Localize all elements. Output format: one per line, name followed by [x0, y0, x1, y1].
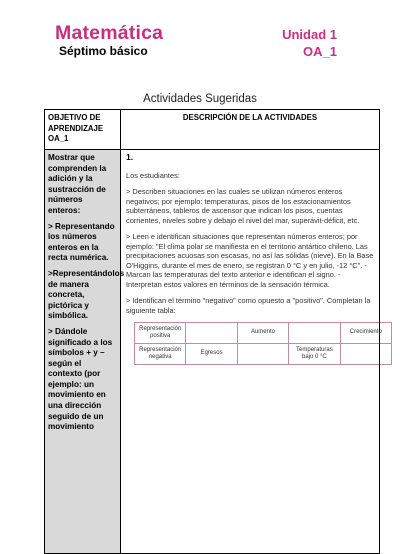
table-row	[135, 323, 392, 344]
table-row	[45, 150, 380, 554]
grade-subtitle: Séptimo básico	[59, 44, 148, 58]
table-cell: Egresos	[186, 344, 237, 365]
table-row	[135, 344, 392, 365]
activity-paragraph: > Describen situaciones en las cuales se utilizan números enteros negativos; por ejemplo: temperaturas, pisos de los estacionamientos subterráneos, tableros de ascensor que indican los pisos, cuentas corrientes, niveles sobre y debajo el nivel del mar, superávit-déficit, etc.	[126, 187, 360, 225]
unit-label: Unidad 1	[282, 27, 337, 42]
objective-intro: Mostrar que comprenden la adición y la sustracción de números enteros:	[48, 153, 107, 215]
table-cell: Representación positiva	[135, 323, 186, 344]
objective-point: > Dándole significado a los símbolos + y – según el contexto (por ejemplo: un movimiento en una dirección seguido de un movimiento	[48, 326, 113, 432]
activity-paragraph: > Identifican el término "negativo" como opuesto a "positivo". Completan la siguiente tabla:	[126, 296, 371, 315]
subject-title: Matemática	[55, 22, 164, 44]
objective-point: >Representándolos de manera concreta, pictórica y simbólica.	[48, 268, 125, 321]
section-heading: Actividades Sugeridas	[143, 93, 257, 105]
table-cell	[289, 323, 340, 344]
activities-table	[44, 109, 380, 554]
objective-header: OBJETIVO DE APRENDIZAJE OA_1	[45, 110, 121, 150]
activity-paragraph: Los estudiantes:	[126, 170, 180, 180]
table-cell: Crecimiento	[340, 323, 391, 344]
table-cell: Temperaturas bajo 0 °C	[289, 344, 340, 365]
table-cell: Representación negativa	[135, 344, 186, 365]
oa-label: OA_1	[303, 44, 337, 59]
table-cell: Aumento	[237, 323, 288, 344]
table-header-row	[45, 110, 380, 150]
objective-point: > Representando los números enteros en la recta numérica.	[48, 221, 115, 263]
description-cell	[121, 150, 380, 554]
table-cell	[237, 344, 288, 365]
table-cell	[340, 344, 391, 365]
activity-paragraph: > Leen e identifican situaciones que representan números enteros; por ejemplo: "El clima polar se manifiesta en el territorio antártico chileno. Las precipitaciones acuosas son escasas, no así las sólidas (nieve). En la Base O'Higgins, durante el mes de enero, se registran 0 °C y en julio, -12 °C". - Marcan las temperaturas del texto anterior e identifican el signo. - Interpretan estos valores en términos de la sensación térmica.	[126, 232, 374, 289]
activity-number: 1.	[126, 152, 134, 162]
representation-table	[134, 322, 392, 365]
description-header: DESCRIPCIÓN DE LA ACTIVIDADES	[121, 110, 380, 150]
table-cell	[186, 323, 237, 344]
objective-cell	[45, 150, 125, 554]
